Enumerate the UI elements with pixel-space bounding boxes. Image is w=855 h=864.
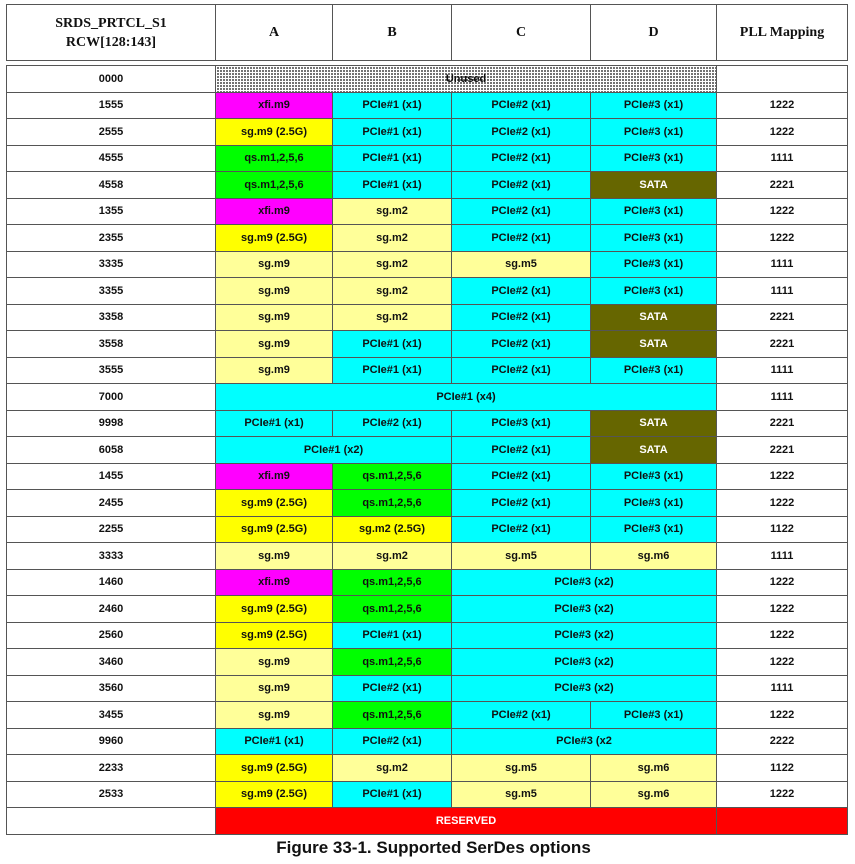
lane-cell: PCIe#3 (x1)	[591, 278, 717, 305]
lane-cell: sg.m9 (2.5G)	[216, 490, 333, 517]
lane-cell: PCIe#1 (x1)	[216, 728, 333, 755]
header-row	[7, 5, 848, 61]
lane-cell: SATA	[591, 437, 717, 464]
lane-cell: PCIe#2 (x1)	[452, 516, 591, 543]
lane-cell: PCIe#2 (x1)	[452, 278, 591, 305]
lane-cell: PCIe#2 (x1)	[452, 304, 591, 331]
lane-cell: PCIe#3 (x1)	[591, 702, 717, 729]
lane-cell: xfi.m9	[216, 463, 333, 490]
lane-cell: PCIe#1 (x2)	[216, 437, 452, 464]
table-row	[7, 490, 848, 517]
lane-cell: sg.m6	[591, 543, 717, 570]
lane-cell: sg.m9	[216, 702, 333, 729]
lane-cell: PCIe#3 (x1)	[591, 516, 717, 543]
protocol-code-cell: 2460	[7, 596, 216, 623]
lane-cell: PCIe#2 (x1)	[452, 172, 591, 199]
lane-cell: PCIe#2 (x1)	[452, 198, 591, 225]
lane-cell: PCIe#3 (x2)	[452, 675, 717, 702]
pll-mapping-cell: 2221	[717, 331, 848, 358]
lane-cell: sg.m9 (2.5G)	[216, 596, 333, 623]
pll-mapping-cell	[717, 808, 848, 835]
protocol-code-cell: 4558	[7, 172, 216, 199]
protocol-code-cell: 1355	[7, 198, 216, 225]
lane-cell: qs.m1,2,5,6	[333, 702, 452, 729]
pll-mapping-cell: 1111	[717, 278, 848, 305]
table-row	[7, 357, 848, 384]
table-row	[7, 516, 848, 543]
lane-cell: PCIe#2 (x1)	[452, 702, 591, 729]
pll-mapping-cell: 1111	[717, 543, 848, 570]
table-row	[7, 225, 848, 252]
lane-cell: PCIe#1 (x4)	[216, 384, 717, 411]
protocol-code-cell: 9998	[7, 410, 216, 437]
lane-cell: sg.m2	[333, 278, 452, 305]
lane-cell: PCIe#3 (x1)	[591, 198, 717, 225]
pll-mapping-cell: 1122	[717, 755, 848, 782]
lane-cell: sg.m9	[216, 331, 333, 358]
lane-cell: sg.m9	[216, 543, 333, 570]
pll-mapping-cell: 1111	[717, 145, 848, 172]
table-row	[7, 251, 848, 278]
pll-mapping-cell: 2222	[717, 728, 848, 755]
table-row	[7, 92, 848, 119]
lane-cell: PCIe#2 (x1)	[452, 490, 591, 517]
protocol-code-cell: 9960	[7, 728, 216, 755]
lane-cell: PCIe#3 (x2	[452, 728, 717, 755]
lane-cell: PCIe#2 (x1)	[333, 675, 452, 702]
lane-cell: RESERVED	[216, 808, 717, 835]
protocol-code-cell: 3358	[7, 304, 216, 331]
lane-cell: sg.m9 (2.5G)	[216, 781, 333, 808]
protocol-rows	[7, 66, 848, 835]
header-lane-a: A	[216, 5, 333, 61]
lane-cell: sg.m9	[216, 675, 333, 702]
serdes-options-figure	[6, 4, 847, 857]
table-row	[7, 331, 848, 358]
header-rcw-line1: SRDS_PRTCL_S1	[55, 15, 167, 31]
pll-mapping-cell: 1222	[717, 490, 848, 517]
lane-cell: sg.m9 (2.5G)	[216, 119, 333, 146]
table-row	[7, 808, 848, 835]
lane-cell: SATA	[591, 304, 717, 331]
lane-cell: sg.m5	[452, 781, 591, 808]
lane-cell: qs.m1,2,5,6	[333, 649, 452, 676]
lane-cell: PCIe#2 (x1)	[452, 357, 591, 384]
header-rcw-line2: RCW[128:143]	[65, 34, 157, 50]
table-row	[7, 463, 848, 490]
protocol-code-cell: 2533	[7, 781, 216, 808]
lane-cell: PCIe#2 (x1)	[333, 728, 452, 755]
protocol-code-cell: 7000	[7, 384, 216, 411]
protocol-code-cell: 3333	[7, 543, 216, 570]
lane-cell: sg.m9	[216, 304, 333, 331]
lane-cell: qs.m1,2,5,6	[216, 145, 333, 172]
table-row	[7, 755, 848, 782]
table-row	[7, 675, 848, 702]
pll-mapping-cell: 1222	[717, 569, 848, 596]
protocol-code-cell: 6058	[7, 437, 216, 464]
lane-cell: PCIe#1 (x1)	[333, 622, 452, 649]
lane-cell: sg.m6	[591, 781, 717, 808]
protocol-code-cell: 2455	[7, 490, 216, 517]
lane-cell: PCIe#2 (x1)	[333, 410, 452, 437]
lane-cell: sg.m9 (2.5G)	[216, 622, 333, 649]
lane-cell: PCIe#3 (x2)	[452, 649, 717, 676]
table-row	[7, 728, 848, 755]
protocol-code-cell: 3355	[7, 278, 216, 305]
protocol-code-cell: 4555	[7, 145, 216, 172]
lane-cell: sg.m2	[333, 304, 452, 331]
table-row	[7, 543, 848, 570]
pll-mapping-cell: 2221	[717, 172, 848, 199]
pll-mapping-cell: 1222	[717, 92, 848, 119]
lane-cell: sg.m2 (2.5G)	[333, 516, 452, 543]
header-pll-mapping: PLL Mapping	[717, 5, 848, 61]
lane-cell: PCIe#2 (x1)	[452, 437, 591, 464]
table-row	[7, 66, 848, 93]
protocol-code-cell: 3555	[7, 357, 216, 384]
table-row	[7, 145, 848, 172]
header-rcw	[7, 5, 216, 61]
lane-cell: PCIe#1 (x1)	[333, 357, 452, 384]
pll-mapping-cell: 1111	[717, 675, 848, 702]
pll-mapping-cell: 1222	[717, 119, 848, 146]
protocol-code-cell: 3558	[7, 331, 216, 358]
lane-cell: qs.m1,2,5,6	[333, 596, 452, 623]
lane-cell: PCIe#3 (x2)	[452, 622, 717, 649]
lane-cell: sg.m9	[216, 278, 333, 305]
pll-mapping-cell: 1222	[717, 781, 848, 808]
table-row	[7, 596, 848, 623]
protocol-code-cell: 3335	[7, 251, 216, 278]
lane-cell: qs.m1,2,5,6	[216, 172, 333, 199]
pll-mapping-cell: 1222	[717, 198, 848, 225]
pll-mapping-cell: 2221	[717, 410, 848, 437]
lane-cell: PCIe#2 (x1)	[452, 225, 591, 252]
lane-cell: sg.m9 (2.5G)	[216, 516, 333, 543]
lane-cell: PCIe#3 (x1)	[591, 490, 717, 517]
lane-cell: PCIe#3 (x1)	[591, 463, 717, 490]
header-lane-d: D	[591, 5, 717, 61]
lane-cell: Unused	[216, 66, 717, 93]
lane-cell: SATA	[591, 410, 717, 437]
pll-mapping-cell: 1111	[717, 251, 848, 278]
lane-cell: SATA	[591, 172, 717, 199]
lane-cell: xfi.m9	[216, 198, 333, 225]
lane-cell: PCIe#1 (x1)	[333, 145, 452, 172]
lane-cell: sg.m9	[216, 251, 333, 278]
lane-cell: qs.m1,2,5,6	[333, 569, 452, 596]
lane-cell: PCIe#2 (x1)	[452, 331, 591, 358]
lane-cell: PCIe#3 (x1)	[591, 92, 717, 119]
pll-mapping-cell: 1122	[717, 516, 848, 543]
protocol-code-cell	[7, 808, 216, 835]
pll-mapping-cell: 1222	[717, 596, 848, 623]
pll-mapping-cell: 2221	[717, 304, 848, 331]
lane-cell: xfi.m9	[216, 92, 333, 119]
figure-caption: Figure 33-1. Supported SerDes options	[276, 838, 591, 857]
lane-cell: PCIe#3 (x2)	[452, 596, 717, 623]
lane-cell: PCIe#1 (x1)	[333, 781, 452, 808]
lane-cell: sg.m2	[333, 543, 452, 570]
lane-cell: PCIe#3 (x1)	[591, 357, 717, 384]
protocol-code-cell: 2355	[7, 225, 216, 252]
protocol-code-cell: 1460	[7, 569, 216, 596]
protocol-code-cell: 3460	[7, 649, 216, 676]
lane-cell: sg.m9 (2.5G)	[216, 225, 333, 252]
lane-cell: sg.m9	[216, 357, 333, 384]
table-row	[7, 278, 848, 305]
table-row	[7, 437, 848, 464]
header-lane-c: C	[452, 5, 591, 61]
pll-mapping-cell	[717, 66, 848, 93]
pll-mapping-cell: 1222	[717, 225, 848, 252]
protocol-code-cell: 2560	[7, 622, 216, 649]
lane-cell: PCIe#3 (x1)	[591, 119, 717, 146]
lane-cell: sg.m5	[452, 755, 591, 782]
protocol-code-cell: 2255	[7, 516, 216, 543]
lane-cell: PCIe#3 (x1)	[591, 145, 717, 172]
pll-mapping-cell: 1222	[717, 702, 848, 729]
lane-cell: SATA	[591, 331, 717, 358]
protocol-code-cell: 3455	[7, 702, 216, 729]
lane-cell: PCIe#3 (x1)	[591, 225, 717, 252]
protocol-code-cell: 1455	[7, 463, 216, 490]
table-row	[7, 702, 848, 729]
pll-mapping-cell: 1222	[717, 649, 848, 676]
table-row	[7, 622, 848, 649]
lane-cell: PCIe#2 (x1)	[452, 119, 591, 146]
lane-cell: PCIe#3 (x1)	[452, 410, 591, 437]
table-row	[7, 304, 848, 331]
protocol-code-cell: 0000	[7, 66, 216, 93]
table-row	[7, 119, 848, 146]
lane-cell: sg.m2	[333, 755, 452, 782]
table-row	[7, 410, 848, 437]
lane-cell: sg.m5	[452, 251, 591, 278]
lane-cell: PCIe#2 (x1)	[452, 92, 591, 119]
protocol-code-cell: 3560	[7, 675, 216, 702]
lane-cell: PCIe#2 (x1)	[452, 145, 591, 172]
table-row	[7, 649, 848, 676]
protocol-code-cell: 1555	[7, 92, 216, 119]
lane-cell: qs.m1,2,5,6	[333, 463, 452, 490]
protocol-code-cell: 2233	[7, 755, 216, 782]
pll-mapping-cell: 1111	[717, 357, 848, 384]
table-row	[7, 172, 848, 199]
serdes-options-table	[6, 4, 848, 835]
lane-cell: qs.m1,2,5,6	[333, 490, 452, 517]
lane-cell: PCIe#3 (x1)	[591, 251, 717, 278]
lane-cell: PCIe#1 (x1)	[333, 172, 452, 199]
lane-cell: sg.m9	[216, 649, 333, 676]
table-row	[7, 384, 848, 411]
table-row	[7, 569, 848, 596]
lane-cell: PCIe#1 (x1)	[333, 92, 452, 119]
protocol-code-cell: 2555	[7, 119, 216, 146]
lane-cell: sg.m9 (2.5G)	[216, 755, 333, 782]
lane-cell: sg.m6	[591, 755, 717, 782]
lane-cell: PCIe#3 (x2)	[452, 569, 717, 596]
lane-cell: PCIe#2 (x1)	[452, 463, 591, 490]
header-lane-b: B	[333, 5, 452, 61]
lane-cell: xfi.m9	[216, 569, 333, 596]
table-row	[7, 198, 848, 225]
lane-cell: PCIe#1 (x1)	[333, 331, 452, 358]
lane-cell: PCIe#1 (x1)	[333, 119, 452, 146]
lane-cell: sg.m2	[333, 225, 452, 252]
pll-mapping-cell: 1111	[717, 384, 848, 411]
lane-cell: sg.m5	[452, 543, 591, 570]
lane-cell: sg.m2	[333, 251, 452, 278]
table-row	[7, 781, 848, 808]
pll-mapping-cell: 1222	[717, 622, 848, 649]
pll-mapping-cell: 2221	[717, 437, 848, 464]
lane-cell: PCIe#1 (x1)	[216, 410, 333, 437]
pll-mapping-cell: 1222	[717, 463, 848, 490]
lane-cell: sg.m2	[333, 198, 452, 225]
